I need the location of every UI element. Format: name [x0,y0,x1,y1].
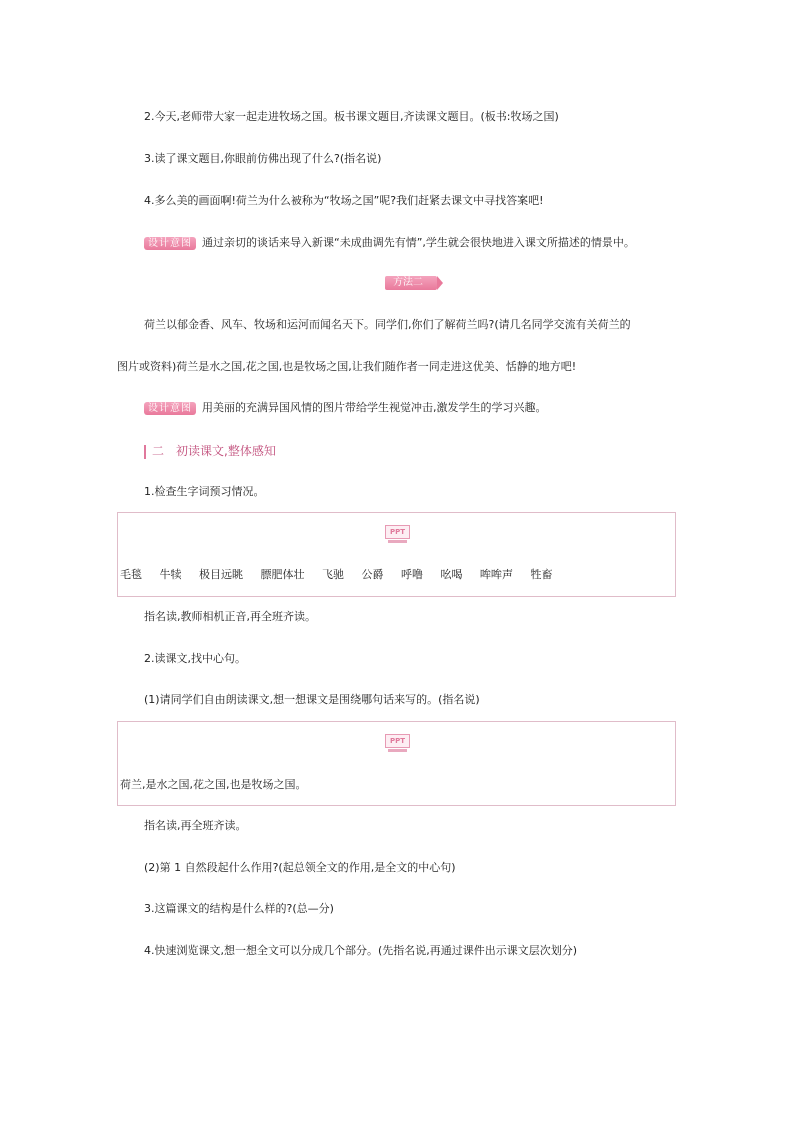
paragraph: 指名读,再全班齐读。 [144,819,247,832]
vocab-word: 飞驰 [322,568,344,581]
vocab-word: 膘肥体壮 [260,568,305,581]
vocab-word: 毛毯 [120,568,142,581]
vocab-list [120,568,567,582]
paragraph: 2.读课文,找中心句。 [144,652,246,665]
vocab-word: 呼噜 [401,568,423,581]
paragraph: 指名读,教师相机正音,再全班齐读。 [144,610,316,623]
vocab-word: 牲畜 [530,568,553,581]
design-intent-2 [144,401,547,415]
design-intent-text: 通过亲切的谈话来导入新课“未成曲调先有情”,学生就会很快地进入课文所描述的情景中。 [202,236,635,249]
ppt-icon: PPT [385,734,410,753]
vocab-word: 牛犊 [159,568,182,581]
ppt-box-center-sentence [117,721,676,806]
paragraph: 4.快速浏览课文,想一想全文可以分成几个部分。(先指名说,再通过课件出示课文层次划分) [144,944,578,957]
vocab-word: 极目远眺 [199,568,243,581]
section-marker [144,445,146,459]
design-intent-tag: 设计意图 [144,237,196,250]
paragraph: 荷兰以郁金香、风车、牧场和运河而闻名天下。同学们,你们了解荷兰吗?(请几名同学交流有关荷兰的 [144,318,631,331]
paragraph: 3.这篇课文的结构是什么样的?(总—分) [144,902,334,915]
paragraph: 3.读了课文题目,你眼前仿佛出现了什么?(指名说) [144,152,382,165]
vocab-word: 哞哞声 [480,568,513,581]
section-heading [144,442,276,459]
paragraph: 2.今天,老师带大家一起走进牧场之国。板书课文题目,齐读课文题目。(板书:牧场之国) [144,110,559,123]
paragraph: 1.检查生字词预习情况。 [144,485,265,498]
vocab-word: 公爵 [361,568,384,581]
ppt-box-vocab [117,512,676,597]
section-title: 二 初读课文,整体感知 [152,444,276,458]
method-two-label: 方法二 [385,276,437,290]
design-intent-tag: 设计意图 [144,402,196,415]
ppt-icon: PPT [385,525,410,544]
center-sentence: 荷兰,是水之国,花之国,也是牧场之国。 [120,778,307,791]
paragraph: (1)请同学们自由朗读课文,想一想课文是围绕哪句话来写的。(指名说) [144,693,480,706]
design-intent-1 [144,236,635,250]
paragraph: 图片或资料)荷兰是水之国,花之国,也是牧场之国,让我们随作者一同走进这优美、恬静的地方吧! [117,360,577,373]
paragraph: 4.多么美的画面啊!荷兰为什么被称为“牧场之国”呢?我们赶紧去课文中寻找答案吧! [144,194,544,207]
vocab-word: 吆喝 [440,568,463,581]
paragraph: (2)第 1 自然段起什么作用?(起总领全文的作用,是全文的中心句) [144,861,456,874]
design-intent-text: 用美丽的充满异国风情的图片带给学生视觉冲击,激发学生的学习兴趣。 [202,401,547,414]
